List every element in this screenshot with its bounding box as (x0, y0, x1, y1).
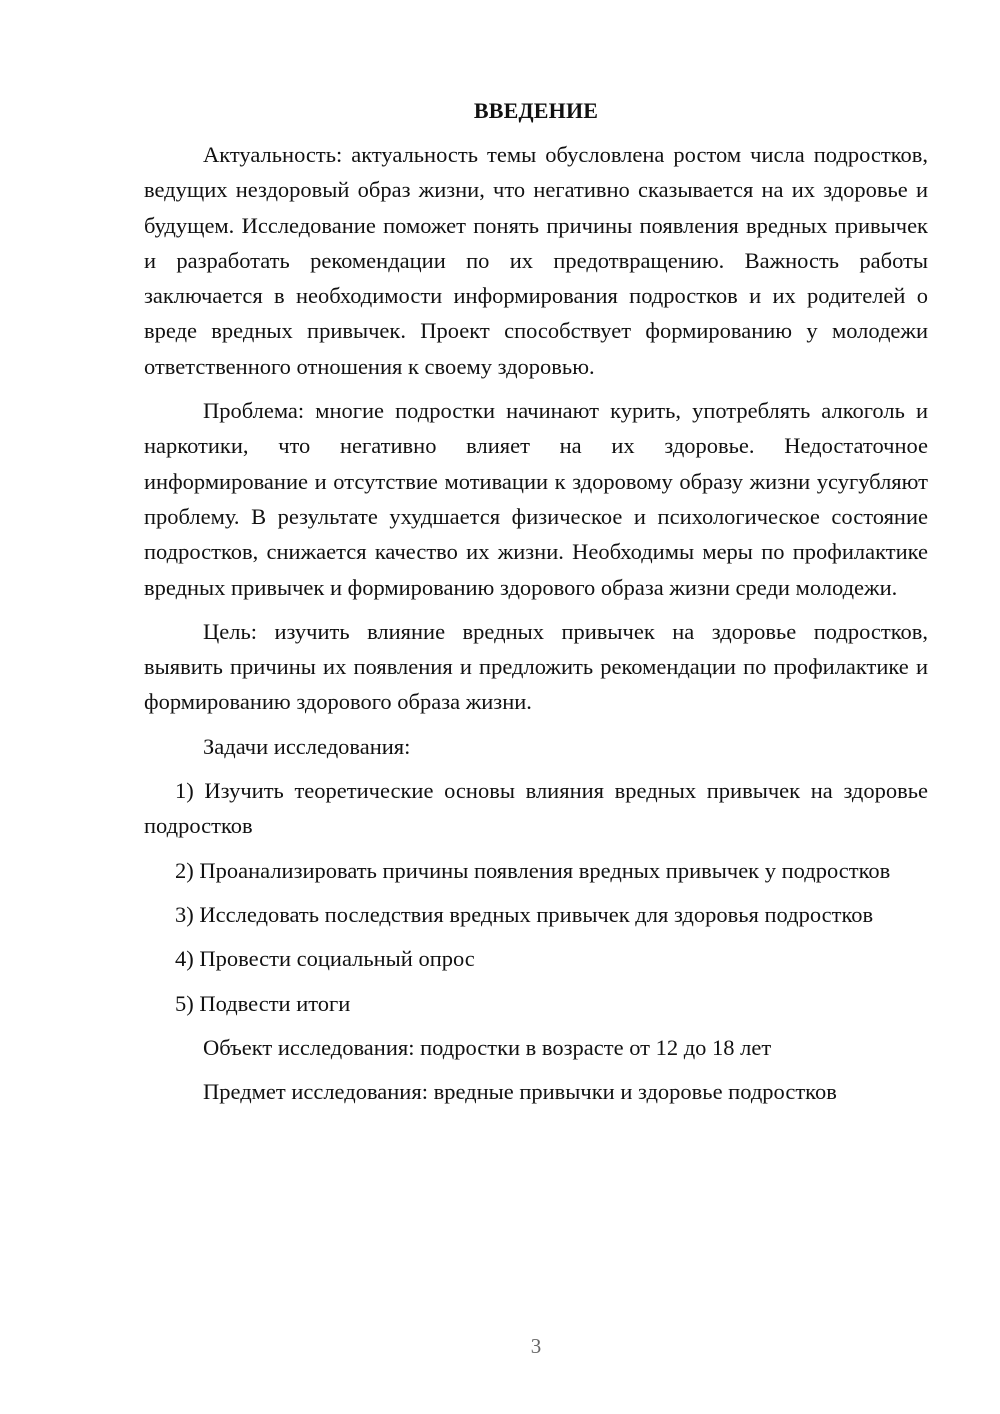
task-item-4: 4) Провести социальный опрос (175, 946, 475, 972)
research-subject: Предмет исследования: вредные привычки и здоровье подростков (203, 1079, 837, 1105)
research-object: Объект исследования: подростки в возрасте от 12 до 18 лет (203, 1034, 772, 1060)
task-item-1: 1) Изучить теоретические основы влияния вредных привычек на здоровье подростков (144, 778, 928, 839)
task-item-2: 2) Проанализировать причины появления вредных привычек у подростков (175, 857, 891, 883)
task-item-3: 3) Исследовать последствия вредных привычек для здоровья подростков (175, 901, 874, 927)
relevance-paragraph: Актуальность: актуальность темы обусловлена ростом числа подростков, ведущих нездоровый образ жизни, что негативно сказывается на их здоровье и будущем. Исследование поможет понять причины появления вредных привычек и разработать рекомендации по их предотвращению. Важность работы заключается в необходимости информирования подростков и их родителей о вреде вредных привычек. Проект способствует формированию у молодежи ответственного отношения к своему здоровью. (144, 142, 928, 379)
goal-paragraph: Цель: изучить влияние вредных привычек на здоровье подростков, выявить причины их появления и предложить рекомендации по профилактике и формированию здорового образа жизни. (144, 618, 928, 715)
page-number: 3 (530, 1334, 542, 1358)
document-body (144, 96, 928, 1118)
problem-paragraph: Проблема: многие подростки начинают курить, употреблять алкоголь и наркотики, что негативно влияет на их здоровье. Недостаточное информирование и отсутствие мотивации к здоровому образу жизни усугубляют проблему. В результате ухудшается физическое и психологическое состояние подростков, снижается качество их жизни. Необходимы меры по профилактике вредных привычек и формированию здорового образа жизни среди молодежи. (144, 398, 928, 600)
page-title: ВВЕДЕНИЕ (473, 98, 599, 123)
tasks-heading: Задачи исследования: (203, 733, 411, 759)
task-item-5: 5) Подвести итоги (175, 990, 351, 1016)
